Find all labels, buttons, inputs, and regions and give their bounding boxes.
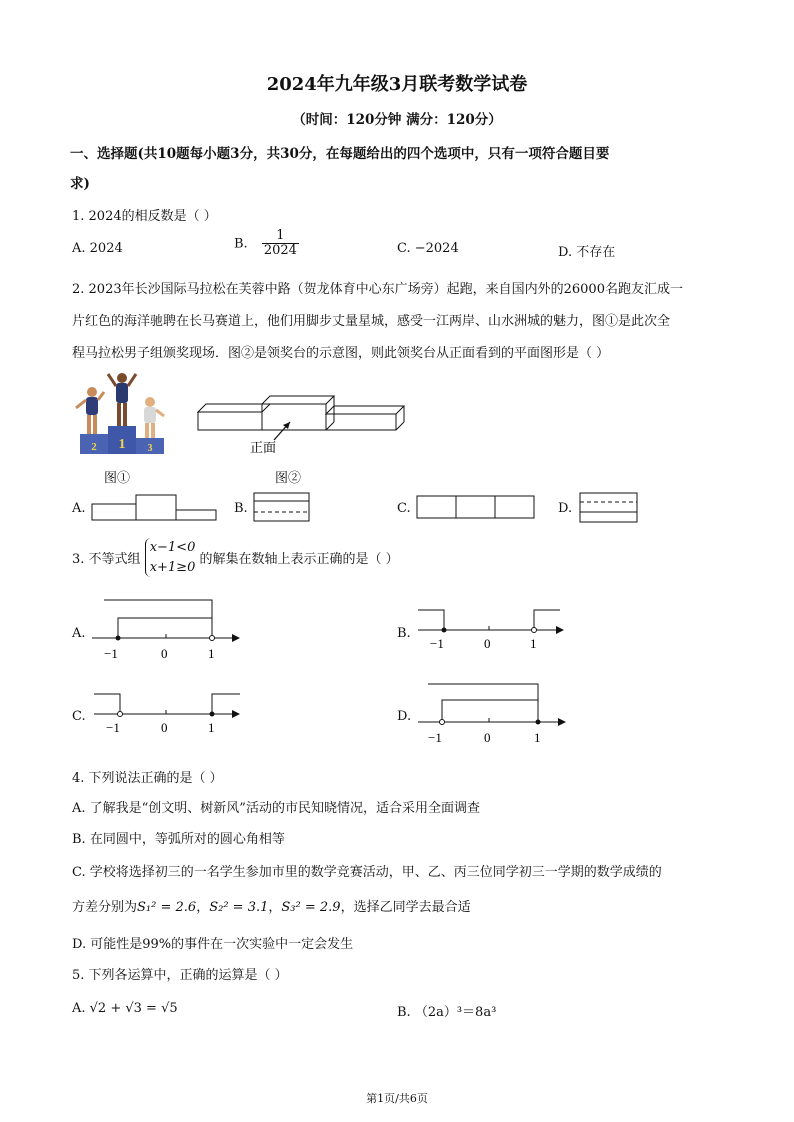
- tick-label: −1: [104, 646, 118, 661]
- q5-stem: 5. 下列各运算中，正确的运算是（ ）: [72, 968, 288, 983]
- q2-stem-line1: 2. 2023年长沙国际马拉松在芙蓉中路（贺龙体育中心东广场旁）起跑，来自国内外的26000名跑友汇成一: [72, 282, 683, 297]
- runner-body: [86, 397, 98, 415]
- view-rect: [92, 504, 136, 520]
- solution-ray-left: [418, 610, 444, 630]
- q2-stem-line2: 片红色的海洋驰聘在长马赛道上，他们用脚步丈量星城，感受一江两岸、山水洲城的魅力，图①是此次全: [72, 314, 671, 329]
- runner-leg: [151, 423, 155, 438]
- q3-option-b-label: B.: [397, 626, 411, 641]
- podium-right-front: [326, 414, 396, 430]
- q3-stem-prefix: 3. 不等式组: [72, 552, 141, 567]
- variance-s2: S₂² = 3.1: [209, 900, 269, 915]
- runner-arm: [128, 374, 136, 386]
- tick-label: 0: [484, 636, 491, 651]
- variance-s1: S₁² = 2.6: [137, 900, 197, 915]
- q1-stem: 1. 2024的相反数是（ ）: [72, 209, 217, 224]
- podium-number-1: 1: [118, 437, 126, 452]
- q2-option-c-figure: [415, 494, 537, 522]
- runner-leg: [87, 415, 91, 434]
- q3-option-a-label: A.: [72, 626, 86, 641]
- solution-bracket: [442, 700, 538, 722]
- section-heading-cont: 求): [70, 176, 90, 192]
- runner-leg: [145, 423, 149, 438]
- open-point: [210, 636, 215, 641]
- view-rect: [176, 510, 216, 520]
- solution-bracket: [118, 618, 212, 638]
- closed-point: [536, 720, 541, 725]
- q4-option-c-line1: C. 学校将选择初三的一名学生参加市里的数学竞赛活动，甲、乙、丙三位同学初三一学期的数学成绩的: [72, 865, 662, 880]
- q2-option-a-figure: [90, 492, 220, 522]
- inequality-1: x−1<0: [149, 540, 196, 555]
- closed-point: [210, 712, 215, 717]
- runner-leg: [93, 415, 97, 434]
- inequality-system: [145, 538, 196, 577]
- q4-c-suffix: ，选择乙同学去最合适: [340, 900, 471, 915]
- q4-stem: 4. 下列说法正确的是（ ）: [72, 771, 223, 786]
- runner-arm: [108, 374, 116, 386]
- open-point: [440, 720, 445, 725]
- q4-option-a: A. 了解我是“创文明、树新风”活动的市民知晓情况，适合采用全面调查: [72, 801, 480, 816]
- q4-option-b: B. 在同圆中，等弧所对的圆心角相等: [72, 832, 285, 847]
- view-rect: [254, 493, 309, 521]
- q4-c-prefix: 方差分别为: [72, 900, 138, 915]
- q4-option-c-line2: [72, 896, 471, 915]
- q2-stem-line3: 程马拉松男子组颁奖现场．图②是领奖台的示意图，则此领奖台从正面看到的平面图形是（ ）: [72, 346, 610, 361]
- inequality-2: x+1≥0: [149, 559, 196, 575]
- runner-leg: [123, 403, 127, 426]
- tick-label: 1: [208, 720, 215, 735]
- tick-label: −1: [430, 636, 444, 651]
- tick-label: −1: [428, 730, 442, 745]
- runner-body: [144, 407, 156, 423]
- fig2-caption: 图②: [275, 471, 302, 486]
- award-podium-illustration: [70, 372, 170, 457]
- fraction-denominator: 2024: [263, 243, 297, 259]
- podium-right-edge: [396, 422, 404, 430]
- q1-option-b: [234, 229, 299, 259]
- solution-bracket: [104, 600, 212, 638]
- tick-label: −1: [106, 720, 120, 735]
- q1-option-a: A. 2024: [72, 241, 123, 256]
- tick-label: 0: [484, 730, 491, 745]
- q2-option-c-label: C.: [397, 501, 411, 516]
- podium-left-top: [198, 404, 270, 412]
- runner-head: [87, 387, 97, 397]
- q5-option-b: B. （2a）³＝8a³: [397, 1005, 497, 1020]
- solution-ray-left: [94, 694, 120, 714]
- q1-option-d: D. 不存在: [558, 245, 616, 260]
- q2-option-b-figure: [252, 491, 312, 525]
- q3-number-line-c: [88, 686, 248, 742]
- axis-arrow: [556, 626, 564, 634]
- variance-s3: S₃² = 2.9: [281, 900, 341, 915]
- view-rect: [580, 493, 637, 522]
- q3-option-d-label: D.: [397, 709, 412, 724]
- tick-label: 1: [208, 646, 215, 661]
- runner-arm: [156, 410, 164, 416]
- open-point: [118, 712, 123, 717]
- q3-number-line-a: [88, 594, 248, 664]
- view-rect: [417, 496, 534, 518]
- open-point: [532, 628, 537, 633]
- podium-right-top: [326, 406, 404, 414]
- q2-option-d-label: D.: [558, 501, 573, 516]
- runner-body: [116, 383, 128, 403]
- tick-label: 0: [161, 720, 168, 735]
- podium-number-3: 3: [147, 443, 153, 454]
- q3-stem-suffix: 的解集在数轴上表示正确的是（ ）: [199, 552, 399, 567]
- q2-option-b-label: B.: [234, 501, 248, 516]
- podium-left-front: [198, 412, 262, 430]
- q3-number-line-b: [412, 602, 572, 658]
- tick-label: 1: [530, 636, 537, 651]
- fraction-numerator: 1: [262, 229, 299, 244]
- tick-label: 1: [534, 730, 541, 745]
- section-heading: 一、选择题(共10题每小题3分，共30分，在每题给出的四个选项中，只有一项符合题目要: [70, 146, 610, 162]
- runner-head: [117, 373, 127, 383]
- page-number: 第1页/共6页: [366, 1092, 428, 1105]
- page-title: 2024年九年级3月联考数学试卷: [266, 74, 528, 95]
- q3-option-c-label: C.: [72, 709, 86, 724]
- axis-arrow: [232, 710, 240, 718]
- q1-option-b-label: B.: [234, 236, 248, 252]
- tick-label: 0: [161, 646, 168, 661]
- comma: ，: [268, 900, 282, 915]
- q3-number-line-d: [414, 678, 574, 748]
- q3-stem: [72, 538, 399, 577]
- view-rect: [136, 495, 176, 520]
- runner-head: [145, 397, 155, 407]
- solution-ray-right: [212, 694, 240, 714]
- axis-arrow: [232, 634, 240, 642]
- runner-arm: [76, 400, 86, 408]
- q4-option-d: D. 可能性是99%的事件在一次实验中一定会发生: [72, 937, 354, 952]
- podium-number-2: 2: [91, 441, 97, 453]
- q5-option-a: A. √2 + √3 = √5: [72, 1001, 178, 1016]
- runner-arm: [98, 392, 104, 400]
- q2-option-d-figure: [578, 491, 640, 525]
- closed-point: [442, 628, 447, 633]
- podium-middle-edge: [326, 422, 334, 430]
- comma: ，: [196, 900, 210, 915]
- podium-middle-top: [262, 396, 334, 404]
- front-label: 正面: [250, 440, 277, 455]
- axis-arrow: [558, 718, 566, 726]
- fraction: [262, 229, 299, 259]
- runner-leg: [117, 403, 121, 426]
- q2-option-a-label: A.: [72, 501, 86, 516]
- fig1-caption: 图①: [104, 471, 131, 486]
- q1-option-c: C. −2024: [397, 241, 459, 256]
- closed-point: [116, 636, 121, 641]
- podium-middle-front: [262, 404, 326, 430]
- page-subtitle: （时间：120分钟 满分：120分）: [292, 112, 502, 128]
- solution-bracket: [428, 684, 538, 722]
- podium-diagram: [190, 390, 410, 460]
